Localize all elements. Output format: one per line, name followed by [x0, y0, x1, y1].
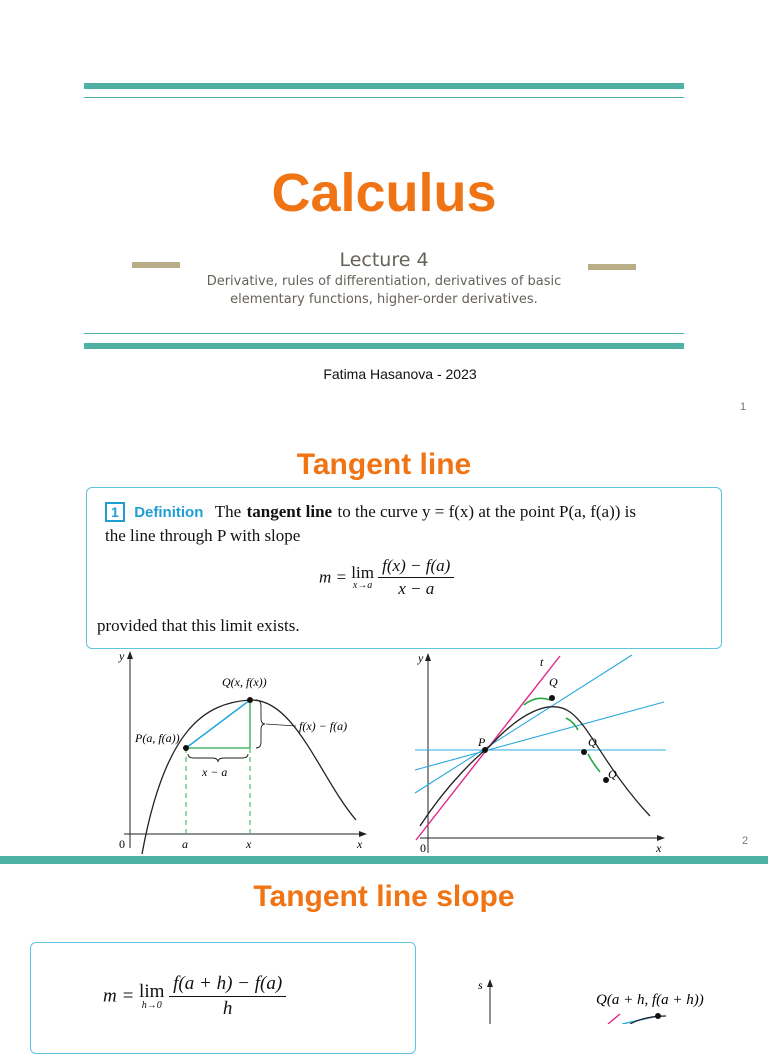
title-slide: [0, 0, 768, 430]
lecture-number: Lecture 4: [339, 249, 429, 271]
rise-label: f(x) − f(a): [299, 719, 348, 733]
limit-operator: [139, 982, 164, 1011]
slide-divider: [0, 856, 768, 864]
slope-formula-h: [103, 973, 286, 1020]
accent-bar-right: [588, 264, 636, 270]
formula-lhs: m =: [319, 567, 347, 587]
formula-box: [30, 942, 416, 1054]
approach-arrow-1: [524, 698, 550, 705]
slide-title: Tangent line: [296, 448, 472, 481]
tangent-label: t: [540, 655, 544, 669]
tick-a-label: a: [182, 837, 188, 851]
definition-box: [86, 487, 722, 649]
secant-line-3: [415, 702, 664, 770]
origin-label: 0: [420, 841, 426, 855]
x-axis-label: x: [656, 841, 662, 855]
lecture-description-line1: Derivative, rules of differentiation, derivatives of basic: [206, 274, 562, 289]
y-axis-arrow: [127, 651, 133, 659]
tangent-line-slide: [0, 430, 768, 858]
point-q1-marker: [549, 695, 555, 701]
slide-title: Tangent line slope: [253, 880, 515, 913]
y-axis-arrow: [425, 653, 431, 661]
point-q-label: Q(x, f(x)): [222, 675, 267, 689]
definition-number: 1: [105, 502, 125, 522]
definition-header: [105, 502, 636, 522]
fraction-denominator: x − a: [398, 579, 435, 598]
page-number: 2: [742, 835, 749, 847]
run-brace: [188, 754, 248, 762]
y-axis-label: y: [418, 651, 424, 665]
definition-text-rest: to the curve y = f(x) at the point P(a, f(a)) is: [337, 502, 636, 521]
tangent-limit-graph: [410, 648, 670, 858]
slope-fraction: [169, 973, 286, 1020]
definition-footer: provided that this limit exists.: [97, 616, 300, 635]
point-q2-label: Q: [588, 735, 597, 749]
limit-subscript: x→a: [352, 580, 373, 591]
limit-operator: [351, 564, 374, 591]
author: Fatima Hasanova - 2023: [323, 366, 477, 382]
tick-x-label: x: [246, 837, 252, 851]
origin-label: 0: [119, 837, 125, 851]
point-q2-marker: [581, 749, 587, 755]
point-q-marker: [247, 697, 253, 703]
point-q1-label: Q: [549, 675, 558, 689]
limit-subscript: h→0: [141, 1000, 162, 1011]
point-p-marker: [183, 745, 189, 751]
limit-text: lim: [351, 563, 374, 582]
top-rule-thin: [84, 97, 684, 98]
fraction-numerator: f(a + h) − f(a): [169, 973, 286, 997]
approach-arrow-3: [588, 754, 600, 772]
fraction-denominator: h: [222, 998, 233, 1019]
rise-brace: [256, 700, 265, 748]
tangent-line: [608, 1014, 620, 1024]
point-q-marker: [655, 1013, 661, 1019]
accent-bar-left: [132, 262, 180, 268]
definition-text-bold: tangent line: [246, 502, 333, 521]
h-limit-graph: [470, 972, 760, 1024]
secant-line-graph: [110, 648, 370, 858]
point-q-label: Q(a + h, f(a + h)): [596, 992, 704, 1008]
rise-leader: [266, 724, 296, 726]
point-p-label: P: [478, 735, 486, 749]
page-number: 1: [740, 401, 747, 413]
bottom-rule-thick: [84, 343, 684, 349]
y-axis-label: y: [119, 649, 125, 663]
definition-text-the: The: [214, 502, 242, 521]
page-title: Calculus: [271, 163, 497, 223]
definition-label: Definition: [134, 504, 204, 521]
fraction-numerator: f(x) − f(a): [378, 556, 454, 578]
bottom-rule-thin: [84, 333, 684, 334]
definition-line2: the line through P with slope: [105, 526, 301, 545]
lecture-description-line2: elementary functions, higher-order derivatives.: [230, 292, 538, 307]
x-axis-label: x: [357, 837, 363, 851]
run-label: x − a: [202, 765, 228, 779]
tangent-slope-slide: [0, 864, 768, 1024]
limit-text: lim: [139, 981, 165, 1002]
point-p-label: P(a, f(a)): [135, 731, 180, 745]
y-axis-arrow: [487, 979, 493, 987]
slope-formula: [319, 556, 454, 599]
point-q3-label: Q: [608, 767, 617, 781]
formula-lhs: m =: [103, 985, 135, 1007]
slope-fraction: [378, 556, 454, 599]
axis-label: s: [478, 978, 483, 992]
top-rule-thick: [84, 83, 684, 89]
